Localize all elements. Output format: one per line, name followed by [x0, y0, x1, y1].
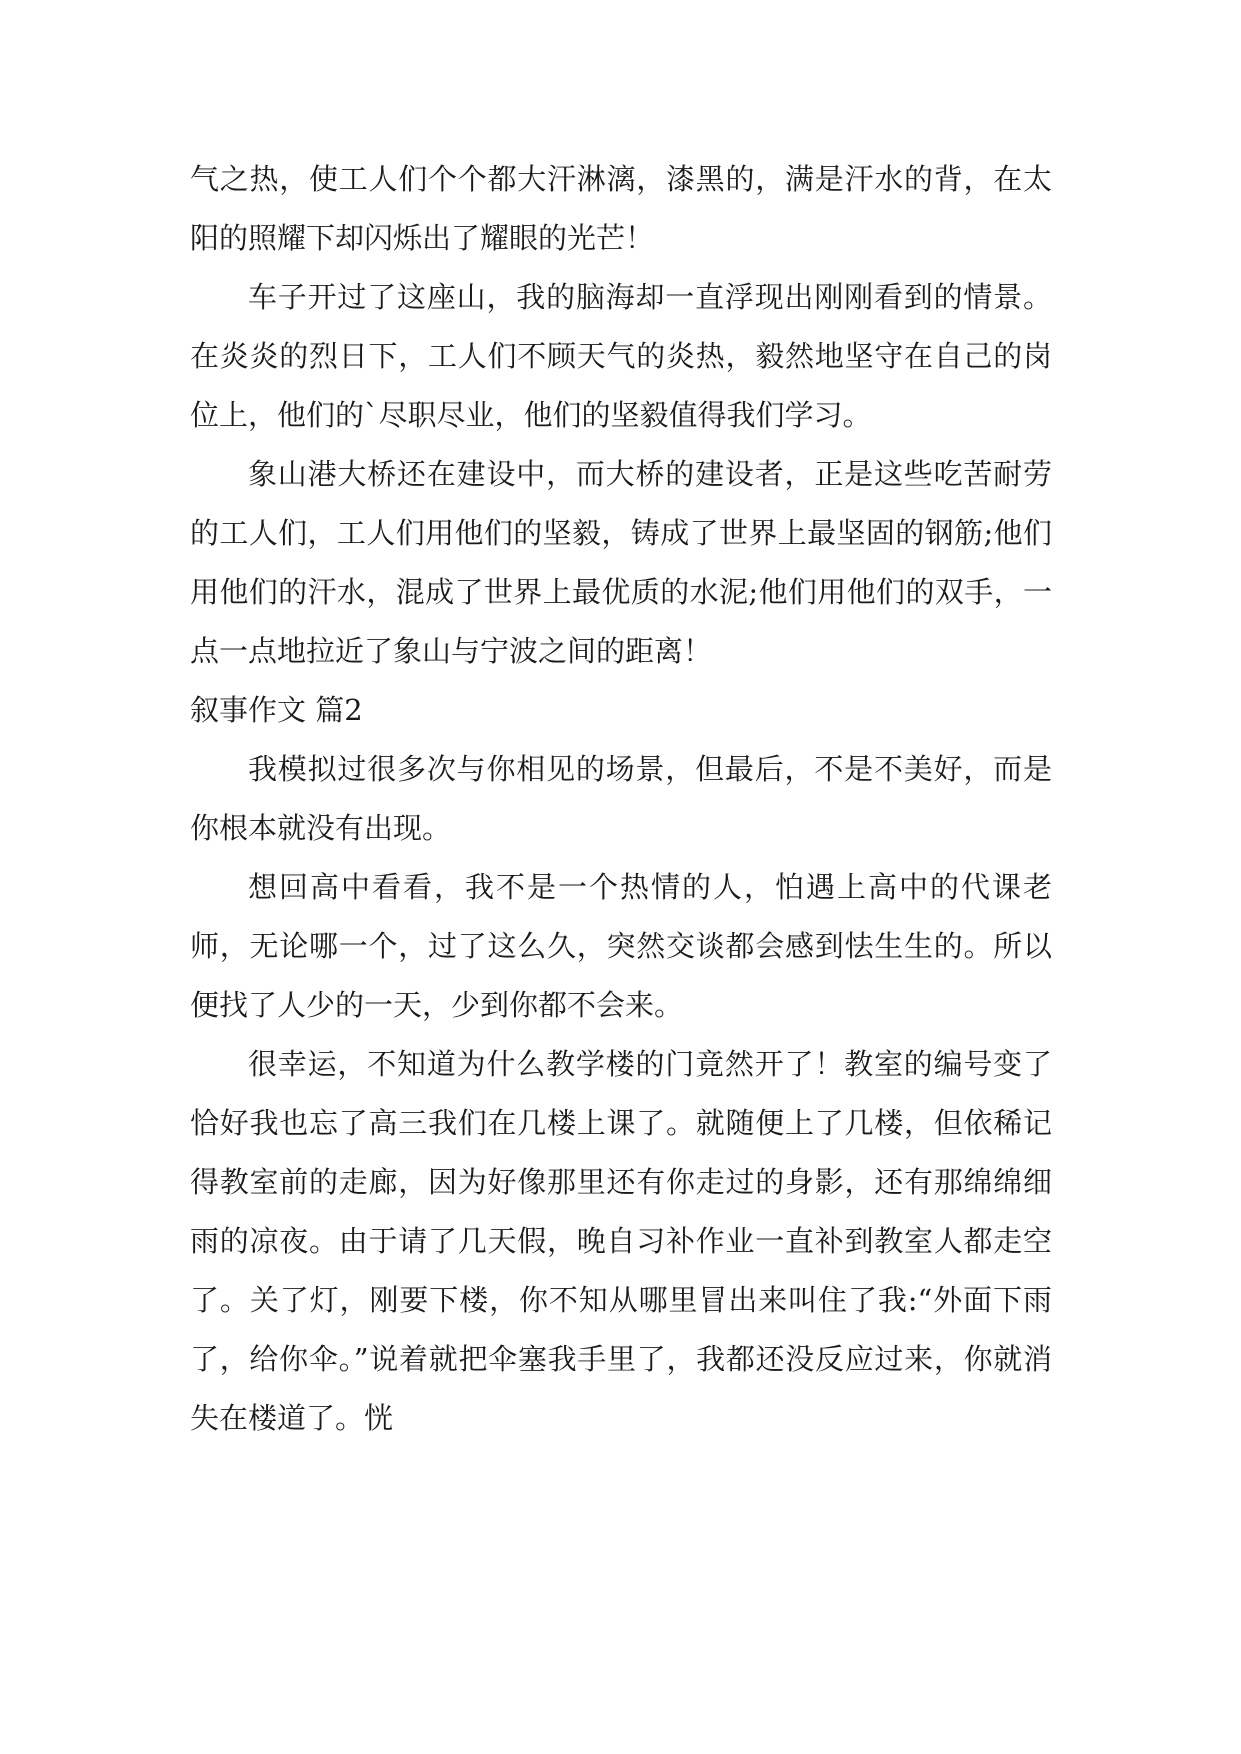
document-page [190, 150, 1052, 1448]
paragraph-bridge-builders: 象山港大桥还在建设中，而大桥的建设者，正是这些吃苦耐劳的工人们，工人们用他们的坚毅，铸成了世界上最坚固的钢筋;他们用他们的汗水，混成了世界上最优质的水泥;他们用他们的双手，一点一点地拉近了象山与宁波之间的距离！ [190, 457, 1052, 668]
paragraph-imagined-meeting: 我模拟过很多次与你相见的场景，但最后，不是不美好，而是你根本就没有出现。 [190, 752, 1052, 845]
paragraph-visit-high-school: 想回高中看看，我不是一个热情的人，怕遇上高中的代课老师，无论哪一个，过了这么久，突然交谈都会感到怯生生的。所以便找了人少的一天，少到你都不会来。 [190, 870, 1052, 1022]
paragraph-continuation: 气之热，使工人们个个都大汗淋漓，漆黑的，满是汗水的背，在太阳的照耀下却闪烁出了耀眼的光芒！ [190, 162, 1052, 255]
paragraph-classroom-memory: 很幸运，不知道为什么教学楼的门竟然开了！教室的编号变了恰好我也忘了高三我们在几楼上课了。就随便上了几楼，但依稀记得教室前的走廊，因为好像那里还有你走过的身影，还有那绵绵细雨的凉夜。由于请了几天假，晚自习补作业一直补到教室人都走空了。关了灯，刚要下楼，你不知从哪里冒出来叫住了我:“外面下雨了，给你伞。”说着就把伞塞我手里了，我都还没反应过来，你就消失在楼道了。恍 [190, 1047, 1052, 1435]
paragraph-car-passing-mountain: 车子开过了这座山，我的脑海却一直浮现出刚刚看到的情景。在炎炎的烈日下，工人们不顾天气的炎热，毅然地坚守在自己的岗位上，他们的`尽职尽业，他们的坚毅值得我们学习。 [190, 280, 1052, 432]
section-heading: 叙事作文 篇2 [190, 693, 363, 727]
